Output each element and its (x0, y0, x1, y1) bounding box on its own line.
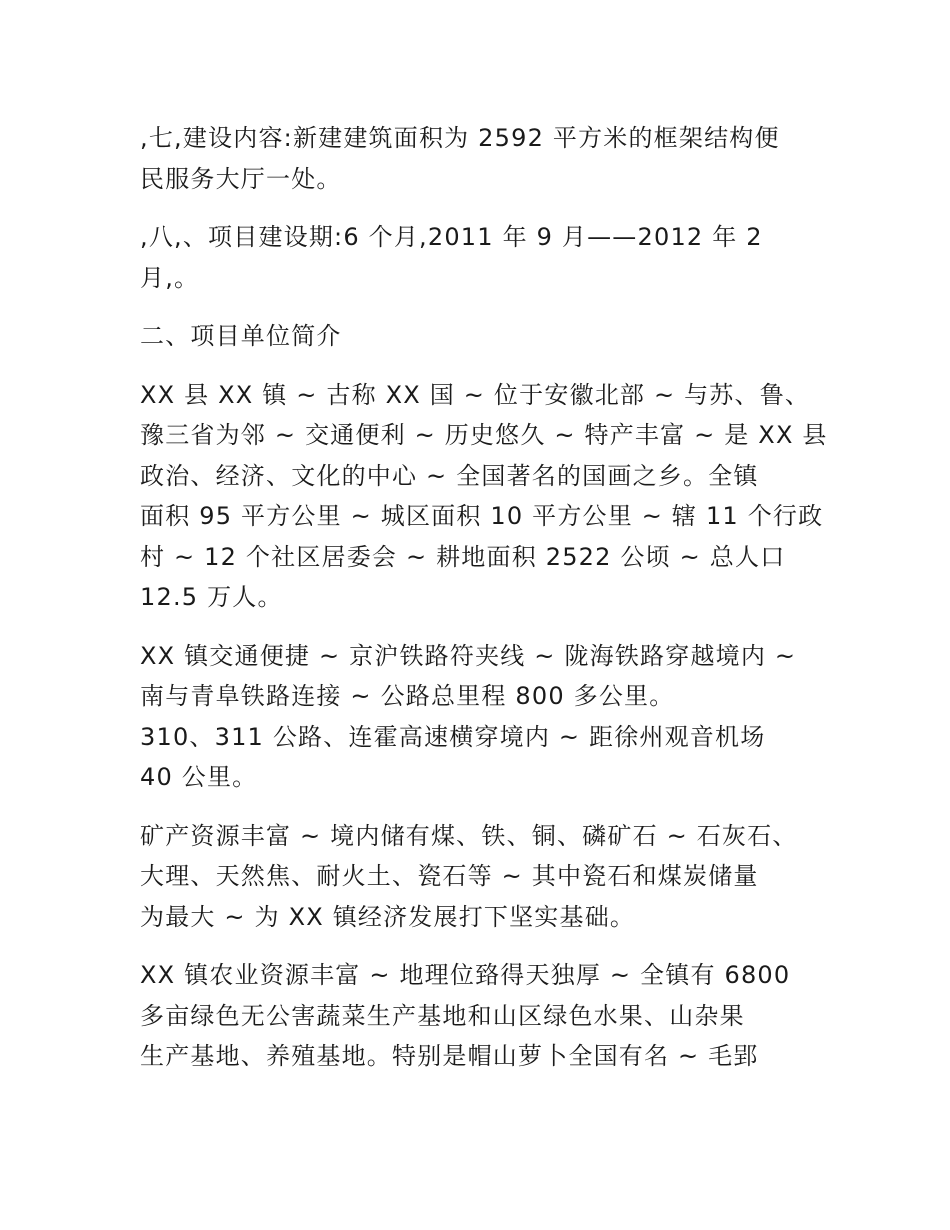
text-line: 二、项目单位简介 (140, 322, 342, 350)
text-line: 月,。 (140, 263, 200, 292)
paragraph-construction-period (140, 217, 820, 298)
paragraph-construction-content (140, 118, 820, 199)
text-line: ,七,建设内容:新建建筑面积为 2592 平方米的框架结构便 (140, 124, 780, 152)
paragraph-town-overview (140, 375, 828, 618)
paragraph-transportation (140, 636, 820, 798)
document-page (140, 118, 828, 1077)
section-heading-unit-intro (140, 316, 820, 357)
text-line: 民服务大厅一处。 (140, 164, 342, 193)
text-line: XX 镇交通便捷 ~ 京沪铁路符夹线 ~ 陇海铁路穿越境内 ~ (140, 641, 797, 670)
text-line: 310、311 公路、连霍高速横穿境内 ~ 距徐州观音机场 (140, 722, 766, 751)
text-line: 政治、经济、文化的中心 ~ 全国著名的国画之乡。全镇 (140, 461, 759, 490)
text-line: 矿产资源丰富 ~ 境内储有煤、铁、铜、磷矿石 ~ 石灰石、 (140, 821, 798, 850)
text-line: 为最大 ~ 为 XX 镇经济发展打下坚实基础。 (140, 902, 636, 931)
paragraph-mineral-resources (140, 816, 820, 938)
text-line: 40 公里。 (140, 763, 258, 791)
text-line: XX 镇农业资源丰富 ~ 地理位臵得天独厚 ~ 全镇有 6800 (140, 961, 791, 989)
text-line: 豫三省为邻 ~ 交通便利 ~ 历史悠久 ~ 特产丰富 ~ 是 XX 县 (140, 421, 828, 449)
text-line: 12.5 万人。 (140, 583, 283, 611)
text-line: 生产基地、养殖基地。特别是帽山萝卜全国有名 ~ 毛郢 (140, 1042, 759, 1070)
text-line: XX 县 XX 镇 ~ 古称 XX 国 ~ 位于安徽北部 ~ 与苏、鲁、 (140, 380, 811, 409)
text-line: 南与青阜铁路连接 ~ 公路总里程 800 多公里。 (140, 682, 675, 710)
text-line: ,八,、项目建设期:6 个月,2011 年 9 月——2012 年 2 (140, 223, 763, 251)
paragraph-agricultural-resources (140, 955, 820, 1077)
text-line: 大理、天然焦、耐火土、瓷石等 ~ 其中瓷石和煤炭储量 (140, 862, 759, 890)
text-line: 村 ~ 12 个社区居委会 ~ 耕地面积 2522 公顷 ~ 总人口 (140, 542, 786, 571)
text-line: 面积 95 平方公里 ~ 城区面积 10 平方公里 ~ 辖 11 个行政 (140, 502, 824, 530)
text-line: 多亩绿色无公害蔬菜生产基地和山区绿色水果、山杂果 (140, 1001, 745, 1030)
